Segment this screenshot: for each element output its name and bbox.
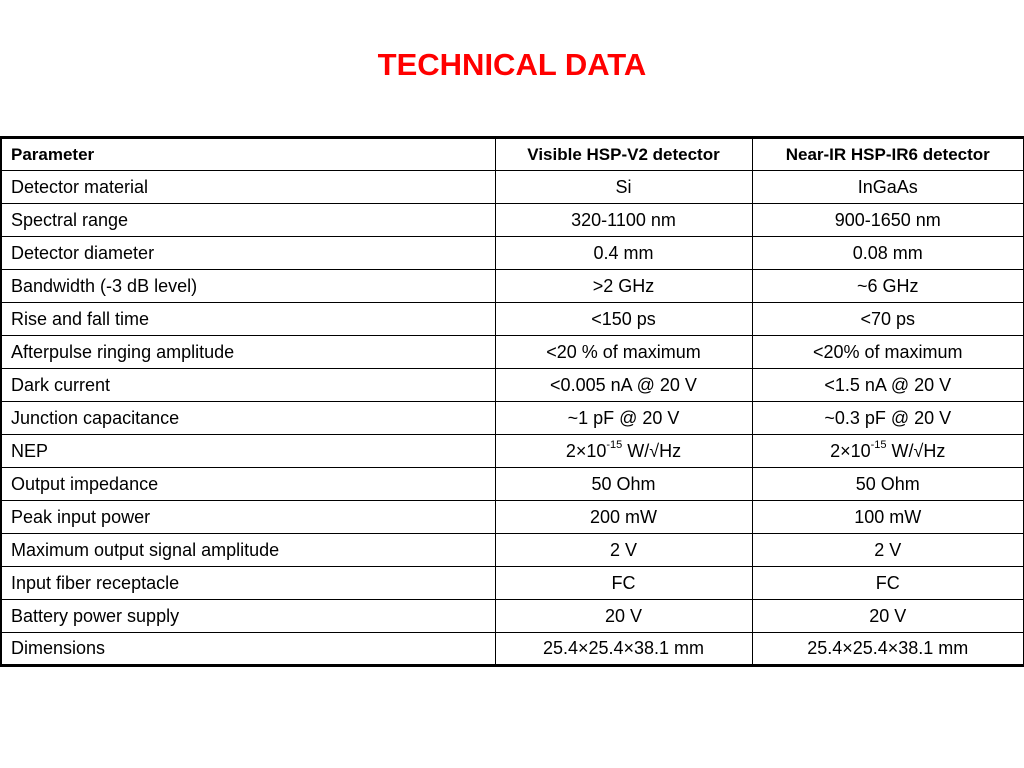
parameter-cell: Rise and fall time	[1, 303, 495, 336]
nir-detector-cell: FC	[752, 567, 1024, 600]
nir-detector-cell: ~0.3 pF @ 20 V	[752, 402, 1024, 435]
table-row	[1, 534, 1024, 567]
column-header-nir-detector: Near-IR HSP-IR6 detector	[752, 138, 1024, 171]
visible-detector-cell: 0.4 mm	[495, 237, 752, 270]
table-header-row	[1, 138, 1024, 171]
nir-detector-cell: 900-1650 nm	[752, 204, 1024, 237]
nep-unit: W/√Hz	[886, 440, 946, 461]
visible-detector-cell: <0.005 nA @ 20 V	[495, 369, 752, 402]
visible-detector-cell: <150 ps	[495, 303, 752, 336]
visible-detector-cell: Si	[495, 171, 752, 204]
parameter-cell: Afterpulse ringing amplitude	[1, 336, 495, 369]
nir-detector-cell: 50 Ohm	[752, 468, 1024, 501]
visible-detector-cell: 200 mW	[495, 501, 752, 534]
visible-detector-cell: <20 % of maximum	[495, 336, 752, 369]
visible-detector-cell: 25.4×25.4×38.1 mm	[495, 633, 752, 666]
technical-data-table	[0, 136, 1024, 667]
parameter-cell: NEP	[1, 435, 495, 468]
nir-detector-cell: 25.4×25.4×38.1 mm	[752, 633, 1024, 666]
table-row	[1, 303, 1024, 336]
table-row	[1, 402, 1024, 435]
nir-detector-cell: 0.08 mm	[752, 237, 1024, 270]
parameter-cell: Dimensions	[1, 633, 495, 666]
nir-detector-cell: <70 ps	[752, 303, 1024, 336]
nir-detector-cell	[752, 435, 1024, 468]
parameter-cell: Bandwidth (-3 dB level)	[1, 270, 495, 303]
table-row	[1, 204, 1024, 237]
table-row	[1, 633, 1024, 666]
table-row	[1, 501, 1024, 534]
nir-detector-cell: InGaAs	[752, 171, 1024, 204]
parameter-cell: Detector diameter	[1, 237, 495, 270]
visible-detector-cell: >2 GHz	[495, 270, 752, 303]
table-row	[1, 435, 1024, 468]
table-row	[1, 468, 1024, 501]
parameter-cell: Detector material	[1, 171, 495, 204]
visible-detector-cell: 20 V	[495, 600, 752, 633]
parameter-cell: Dark current	[1, 369, 495, 402]
visible-detector-cell: 50 Ohm	[495, 468, 752, 501]
page-title: TECHNICAL DATA	[377, 47, 647, 82]
nir-detector-cell: 20 V	[752, 600, 1024, 633]
column-header-parameter: Parameter	[1, 138, 495, 171]
visible-detector-cell: 320-1100 nm	[495, 204, 752, 237]
nir-detector-cell: 2 V	[752, 534, 1024, 567]
visible-detector-cell: FC	[495, 567, 752, 600]
nep-exponent: -15	[870, 438, 887, 451]
nir-detector-cell: <20% of maximum	[752, 336, 1024, 369]
table-row	[1, 270, 1024, 303]
visible-detector-cell	[495, 435, 752, 468]
nir-detector-cell: <1.5 nA @ 20 V	[752, 369, 1024, 402]
visible-detector-cell: ~1 pF @ 20 V	[495, 402, 752, 435]
parameter-cell: Peak input power	[1, 501, 495, 534]
table-row	[1, 600, 1024, 633]
nep-base: 2×10	[830, 440, 871, 461]
table-row	[1, 567, 1024, 600]
table-row	[1, 336, 1024, 369]
parameter-cell: Battery power supply	[1, 600, 495, 633]
parameter-cell: Junction capacitance	[1, 402, 495, 435]
parameter-cell: Output impedance	[1, 468, 495, 501]
table-row	[1, 237, 1024, 270]
column-header-visible-detector: Visible HSP-V2 detector	[495, 138, 752, 171]
parameter-cell: Spectral range	[1, 204, 495, 237]
nir-detector-cell: ~6 GHz	[752, 270, 1024, 303]
table-row	[1, 369, 1024, 402]
nep-base: 2×10	[565, 440, 607, 461]
nir-detector-cell: 100 mW	[752, 501, 1024, 534]
nep-exponent: -15	[606, 438, 623, 451]
table-body	[1, 171, 1024, 666]
nep-unit: W/√Hz	[622, 440, 682, 461]
parameter-cell: Maximum output signal amplitude	[1, 534, 495, 567]
visible-detector-cell: 2 V	[495, 534, 752, 567]
parameter-cell: Input fiber receptacle	[1, 567, 495, 600]
table-row	[1, 171, 1024, 204]
